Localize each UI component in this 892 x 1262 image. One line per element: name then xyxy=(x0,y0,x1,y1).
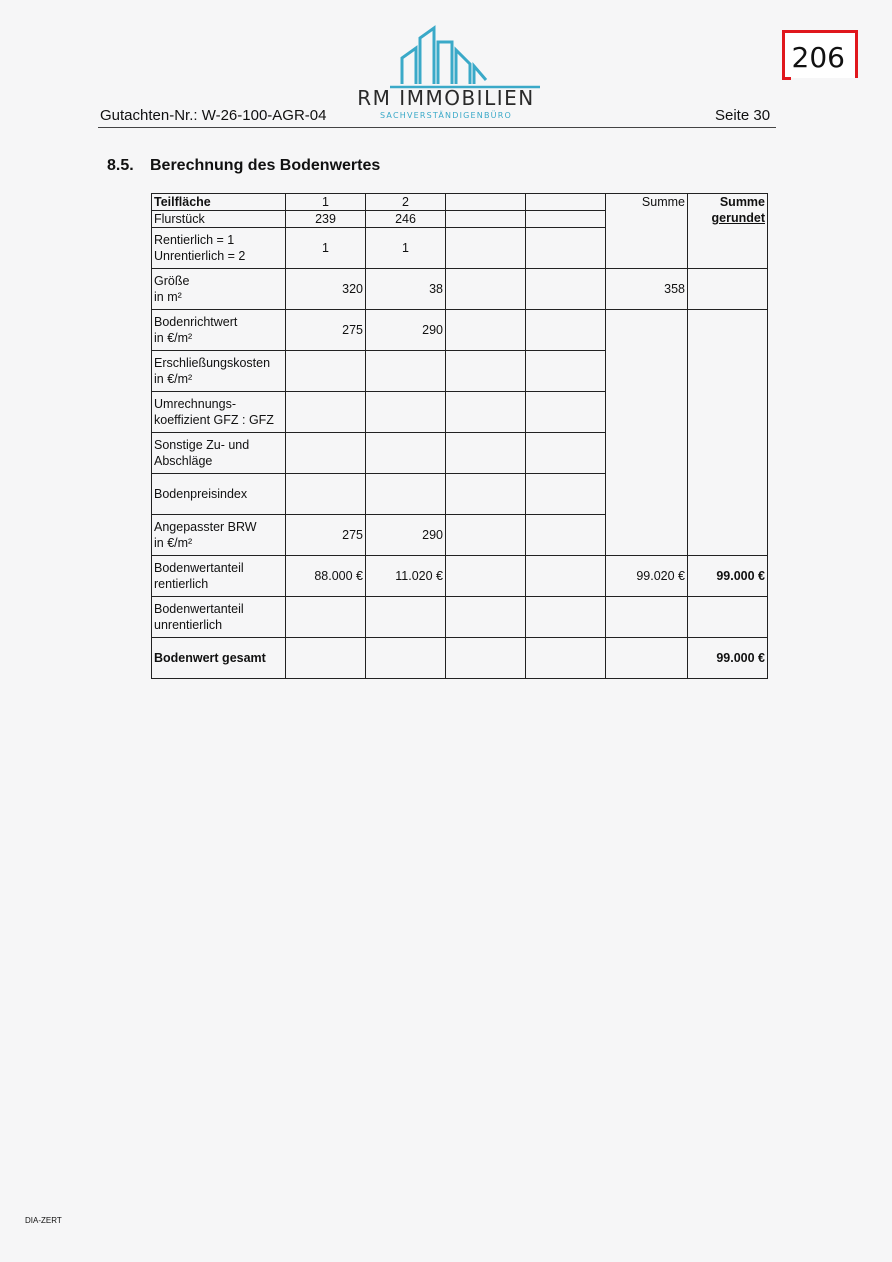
table-row xyxy=(152,194,768,211)
anteil-r-col-2: 11.020 € xyxy=(366,556,446,597)
label-line: Größe xyxy=(154,274,190,288)
section-title: Berechnung des Bodenwertes xyxy=(150,157,381,174)
table-cell xyxy=(286,392,366,433)
brw-col-1: 275 xyxy=(286,310,366,351)
anteil-r-summe: 99.020 € xyxy=(606,556,688,597)
header-col-2: 2 xyxy=(366,194,446,211)
table-cell xyxy=(446,211,526,228)
label-line: unrentierlich xyxy=(154,618,223,632)
table-cell xyxy=(606,597,688,638)
table-cell xyxy=(366,351,446,392)
table-cell xyxy=(286,474,366,515)
label-line: Unrentierlich = 2 xyxy=(154,249,246,263)
table-cell-merged xyxy=(688,310,768,556)
table-cell xyxy=(526,515,606,556)
table-cell xyxy=(286,638,366,679)
label-rentierlich xyxy=(152,228,286,269)
header-summe-gerundet xyxy=(688,194,768,228)
table-cell xyxy=(286,433,366,474)
label-line: in €/m² xyxy=(154,536,193,550)
label-line: Angepasster BRW xyxy=(154,520,257,534)
table-cell xyxy=(446,269,526,310)
label-line: in m² xyxy=(154,290,182,304)
label-line: Rentierlich = 1 xyxy=(154,233,235,247)
table-cell xyxy=(446,597,526,638)
table-cell xyxy=(688,597,768,638)
table-cell xyxy=(526,638,606,679)
table-row xyxy=(152,269,768,310)
table-cell xyxy=(366,638,446,679)
table-cell xyxy=(286,351,366,392)
table-cell xyxy=(526,228,606,269)
label-bodenwert-gesamt: Bodenwert gesamt xyxy=(152,638,286,679)
table-cell xyxy=(366,392,446,433)
label-erschliessung xyxy=(152,351,286,392)
report-number: Gutachten-Nr.: W-26-100-AGR-04 xyxy=(100,107,327,124)
label-bodenpreisindex: Bodenpreisindex xyxy=(152,474,286,515)
header-summe-gerundet-line1: Summe xyxy=(719,195,765,209)
header-teilflaeche: Teilfläche xyxy=(152,194,286,211)
table-cell xyxy=(526,597,606,638)
header-summe: Summe xyxy=(606,194,688,228)
table-cell xyxy=(446,392,526,433)
anteil-r-gerundet: 99.000 € xyxy=(688,556,768,597)
section-number: 8.5. xyxy=(107,157,134,174)
angepasst-col-1: 275 xyxy=(286,515,366,556)
table-cell xyxy=(446,351,526,392)
table-cell xyxy=(446,474,526,515)
table-cell xyxy=(526,269,606,310)
table-cell xyxy=(446,194,526,211)
table-cell xyxy=(526,392,606,433)
table-row xyxy=(152,638,768,679)
table-cell xyxy=(446,515,526,556)
header-col-1: 1 xyxy=(286,194,366,211)
table-cell xyxy=(606,638,688,679)
table-cell xyxy=(526,211,606,228)
table-cell xyxy=(446,556,526,597)
table-cell-merged xyxy=(606,310,688,556)
table-cell xyxy=(526,194,606,211)
table-cell xyxy=(286,597,366,638)
table-row xyxy=(152,228,768,269)
table-cell xyxy=(366,597,446,638)
logo-subtitle: SACHVERSTÄNDIGENBÜRO xyxy=(379,111,512,120)
page-number: 206 xyxy=(791,41,845,74)
land-value-table xyxy=(151,193,768,679)
table-cell xyxy=(526,556,606,597)
table-cell xyxy=(446,310,526,351)
company-logo xyxy=(390,20,540,90)
label-line: Erschließungskosten xyxy=(154,356,271,370)
label-line: Sonstige Zu- und xyxy=(154,438,250,452)
table-cell xyxy=(446,433,526,474)
label-anteil-unrentierlich xyxy=(152,597,286,638)
groesse-col-2: 38 xyxy=(366,269,446,310)
page-number-badge xyxy=(782,30,858,78)
label-line: koeffizient GFZ : GFZ xyxy=(154,413,274,427)
table-cell xyxy=(526,310,606,351)
table-cell xyxy=(446,228,526,269)
label-groesse xyxy=(152,269,286,310)
table-cell xyxy=(526,351,606,392)
label-flurstueck: Flurstück xyxy=(152,211,286,228)
table-row xyxy=(152,597,768,638)
label-line: Umrechnungs- xyxy=(154,397,236,411)
anteil-r-col-1: 88.000 € xyxy=(286,556,366,597)
label-line: Bodenrichtwert xyxy=(154,315,238,329)
rentierlich-col-1: 1 xyxy=(286,228,366,269)
groesse-summe: 358 xyxy=(606,269,688,310)
label-angepasster-brw xyxy=(152,515,286,556)
bodenwert-gesamt-value: 99.000 € xyxy=(688,638,768,679)
rentierlich-col-2: 1 xyxy=(366,228,446,269)
table-cell xyxy=(526,474,606,515)
label-line: in €/m² xyxy=(154,372,193,386)
flurstueck-col-1: 239 xyxy=(286,211,366,228)
logo-name: RM IMMOBILIEN xyxy=(357,86,535,110)
label-line: in €/m² xyxy=(154,331,193,345)
label-sonstige xyxy=(152,433,286,474)
angepasst-col-2: 290 xyxy=(366,515,446,556)
header-summe-gerundet-line2: gerundet xyxy=(711,211,765,225)
table-cell xyxy=(526,433,606,474)
header-divider xyxy=(98,127,776,128)
label-line: Bodenwertanteil xyxy=(154,561,244,575)
table-cell xyxy=(366,474,446,515)
footer-mark: DIA-ZERT xyxy=(25,1216,62,1225)
table-cell xyxy=(688,269,768,310)
page-label: Seite 30 xyxy=(715,107,771,124)
label-bodenrichtwert xyxy=(152,310,286,351)
table-cell xyxy=(606,228,688,269)
label-line: rentierlich xyxy=(154,577,209,591)
flurstueck-col-2: 246 xyxy=(366,211,446,228)
label-umrechnung xyxy=(152,392,286,433)
brw-col-2: 290 xyxy=(366,310,446,351)
table-cell xyxy=(446,638,526,679)
label-line: Bodenwertanteil xyxy=(154,602,244,616)
groesse-col-1: 320 xyxy=(286,269,366,310)
table-cell xyxy=(366,433,446,474)
label-line: Abschläge xyxy=(154,454,213,468)
table-cell xyxy=(688,228,768,269)
table-row xyxy=(152,556,768,597)
label-anteil-rentierlich xyxy=(152,556,286,597)
table-row xyxy=(152,310,768,351)
